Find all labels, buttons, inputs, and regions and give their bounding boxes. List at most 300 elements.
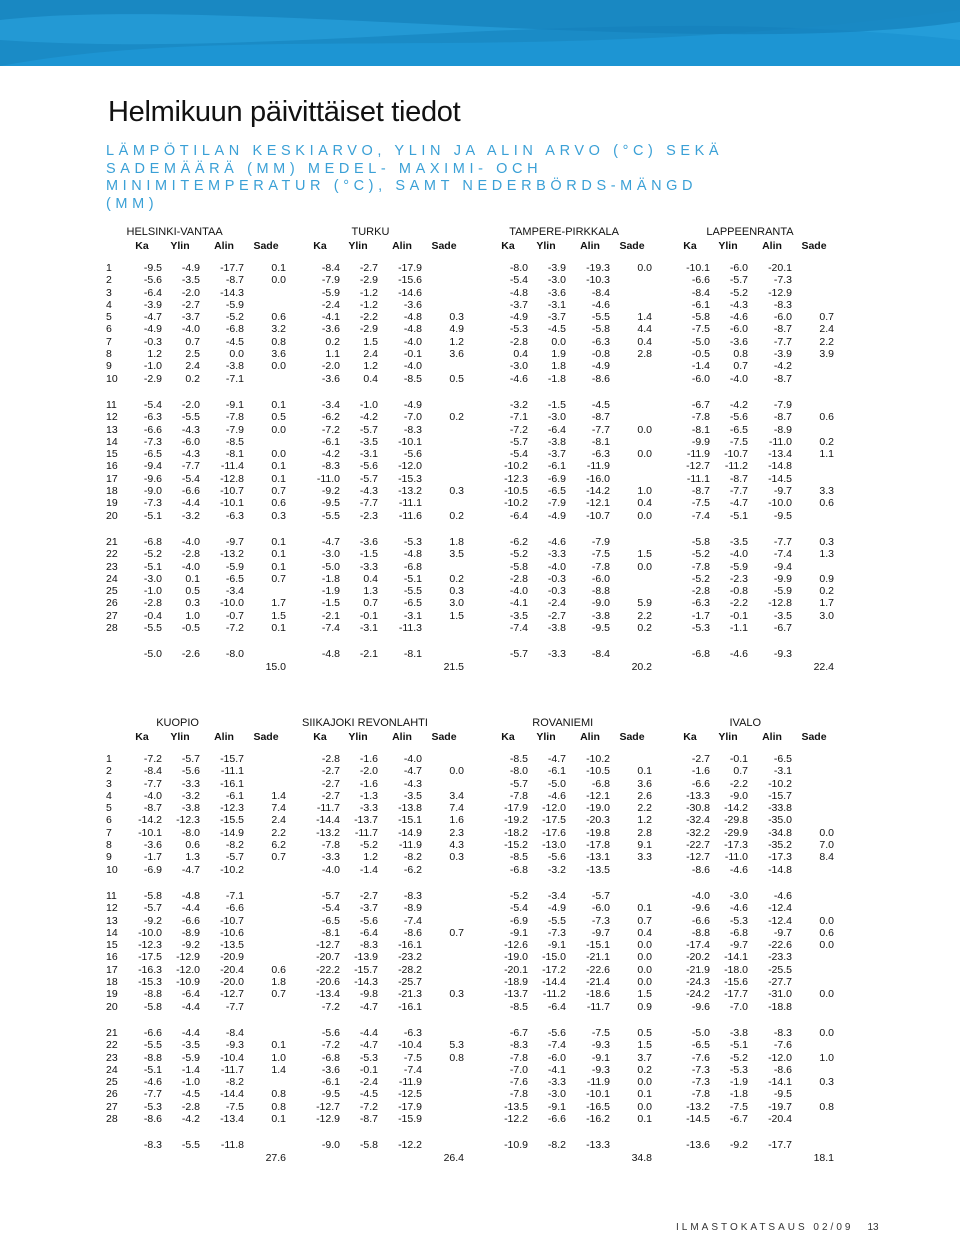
table-cell: -6.0: [773, 311, 792, 324]
table-cell: -15.0: [542, 951, 566, 964]
table-cell: 1.4: [271, 1063, 286, 1076]
table-row: [106, 473, 850, 485]
table-cell: -12.0: [768, 1051, 792, 1064]
table-cell: -29.8: [724, 814, 748, 827]
table-cell: -6.7: [509, 1026, 528, 1039]
table-cell: 1.3: [819, 548, 834, 561]
table-cell: -23.2: [398, 951, 422, 964]
table-cell: -4.9: [509, 311, 528, 324]
day-number: 1: [106, 753, 112, 765]
table-cell: -6.3: [591, 335, 610, 348]
table-row: [106, 802, 850, 814]
table-cell: -4.1: [321, 311, 340, 324]
table-cell: -3.5: [181, 274, 200, 287]
table-cell: 0.1: [637, 765, 652, 778]
column-header: Alin: [214, 731, 234, 743]
table-cell: -2.7: [359, 262, 378, 274]
table-cell: -17.7: [724, 988, 748, 1001]
column-header: Ka: [501, 240, 515, 252]
table-cell: 0.0: [637, 560, 652, 573]
table-cell: -12.3: [176, 814, 200, 827]
table-cell: -5.0: [691, 1026, 710, 1039]
day-number: 14: [106, 926, 118, 939]
table-cell: -7.2: [359, 1100, 378, 1113]
table-cell: -8.2: [403, 851, 422, 864]
table-cell: 0.1: [271, 460, 286, 473]
table-cell: -3.0: [547, 411, 566, 424]
table-cell: -3.5: [729, 535, 748, 548]
table-cell: -5.5: [143, 622, 162, 635]
table-cell: -3.5: [773, 609, 792, 622]
table-cell: -6.8: [403, 560, 422, 573]
day-number: 12: [106, 411, 118, 424]
table-row: [106, 939, 850, 951]
table-cell: -20.9: [220, 951, 244, 964]
table-cell: -3.0: [509, 360, 528, 373]
table-cell: -8.7: [143, 802, 162, 815]
table-row: [106, 585, 850, 597]
table-cell: -6.5: [547, 485, 566, 498]
table-cell: 0.4: [363, 572, 378, 585]
table-cell: -6.3: [691, 597, 710, 610]
table-row: [106, 336, 850, 348]
mean-cell: -9.0: [321, 1139, 340, 1152]
table-cell: -4.7: [143, 311, 162, 324]
table-cell: -3.6: [359, 535, 378, 548]
table-cell: -5.1: [403, 572, 422, 585]
table-cell: -0.3: [547, 572, 566, 585]
table-cell: -4.1: [509, 597, 528, 610]
table-cell: -6.1: [691, 298, 710, 311]
column-header: Alin: [762, 240, 782, 252]
table-cell: -13.1: [586, 851, 610, 864]
table-cell: -10.5: [504, 485, 528, 498]
row-gap: [106, 1125, 850, 1139]
table-cell: -3.3: [181, 777, 200, 790]
table-cell: -9.7: [773, 926, 792, 939]
table-cell: -7.8: [591, 560, 610, 573]
table-cell: -15.2: [504, 839, 528, 852]
table-cell: -5.7: [729, 274, 748, 287]
table-cell: -0.1: [729, 609, 748, 622]
table-cell: -2.0: [181, 398, 200, 411]
header-band: [0, 0, 960, 66]
table-cell: 1.5: [637, 988, 652, 1001]
column-header: Sade: [619, 240, 645, 252]
table-row: [106, 1064, 850, 1076]
table-cell: -4.6: [509, 372, 528, 385]
table-cell: 0.3: [449, 485, 464, 498]
table-cell: -4.0: [181, 323, 200, 336]
table-cell: -1.5: [547, 398, 566, 411]
table-cell: -7.2: [143, 753, 162, 765]
table-cell: 0.6: [185, 839, 200, 852]
table-cell: -14.8: [768, 460, 792, 473]
table-cell: -8.1: [225, 448, 244, 461]
table-cell: -7.5: [691, 497, 710, 510]
table-cell: -11.0: [768, 435, 792, 448]
table-cell: 7.4: [271, 802, 286, 815]
table-row: [106, 497, 850, 509]
table-cell: -16.0: [586, 472, 610, 485]
table-cell: -5.9: [729, 560, 748, 573]
table-cell: -10.4: [220, 1051, 244, 1064]
table-cell: 1.1: [819, 448, 834, 461]
table-cell: -6.0: [591, 572, 610, 585]
table-cell: -20.4: [768, 1113, 792, 1126]
table-row: [106, 348, 850, 360]
table-row: [106, 976, 850, 988]
table-cell: -7.6: [691, 1051, 710, 1064]
mean-cell: -13.6: [686, 1139, 710, 1152]
table-cell: 0.1: [637, 902, 652, 915]
table-cell: -17.4: [686, 939, 710, 952]
table-cell: -17.3: [724, 839, 748, 852]
mean-cell: -17.7: [768, 1139, 792, 1152]
table-cell: -5.3: [403, 535, 422, 548]
table-cell: -5.2: [729, 286, 748, 299]
table-row: [106, 311, 850, 323]
day-number: 9: [106, 851, 112, 864]
table-cell: -19.7: [768, 1100, 792, 1113]
table-cell: -2.7: [321, 789, 340, 802]
table-cell: -23.3: [768, 951, 792, 964]
table-cell: -5.7: [359, 472, 378, 485]
table-cell: 1.2: [363, 851, 378, 864]
table-row: [106, 411, 850, 423]
table-cell: -7.3: [773, 274, 792, 287]
table-cell: 2.2: [819, 335, 834, 348]
table-cell: -8.7: [773, 323, 792, 336]
table-row: [106, 460, 850, 472]
table-cell: 0.0: [271, 448, 286, 461]
table-cell: 0.8: [733, 348, 748, 361]
precip-sum-cell: 21.5: [443, 660, 464, 673]
day-number: 10: [106, 372, 118, 385]
table-cell: -3.0: [729, 889, 748, 902]
table-cell: -15.7: [768, 789, 792, 802]
table-cell: 2.6: [637, 789, 652, 802]
table-cell: -9.1: [591, 1051, 610, 1064]
table-cell: -3.8: [729, 1026, 748, 1039]
table-cell: -5.6: [359, 914, 378, 927]
table-cell: -4.4: [181, 1026, 200, 1039]
day-number: 14: [106, 435, 118, 448]
table-cell: 1.0: [819, 1051, 834, 1064]
table-cell: 3.4: [449, 789, 464, 802]
table-cell: -4.3: [181, 423, 200, 436]
table-cell: 0.0: [637, 1100, 652, 1113]
table-cell: -5.2: [691, 548, 710, 561]
table-cell: -11.6: [398, 509, 422, 522]
table-cell: -7.4: [403, 1063, 422, 1076]
table-cell: -7.8: [321, 839, 340, 852]
table-cell: -2.9: [143, 372, 162, 385]
table-cell: 0.6: [271, 497, 286, 510]
table-cell: -10.7: [724, 448, 748, 461]
table-cell: -12.0: [398, 460, 422, 473]
table-cell: -5.1: [729, 1039, 748, 1052]
day-number: 19: [106, 988, 118, 1001]
table-cell: -3.6: [321, 372, 340, 385]
column-header: Ylin: [718, 731, 738, 743]
table-cell: -3.8: [547, 622, 566, 635]
table-row: [106, 1088, 850, 1100]
table-cell: -3.3: [359, 802, 378, 815]
table-cell: 0.0: [819, 988, 834, 1001]
day-number: 1: [106, 262, 112, 274]
table-cell: -15.3: [138, 976, 162, 989]
day-number: 25: [106, 1076, 118, 1089]
table-cell: -4.5: [359, 1088, 378, 1101]
table-cell: 2.8: [637, 826, 652, 839]
table-cell: -0.1: [403, 348, 422, 361]
table-cell: -20.6: [316, 976, 340, 989]
table-cell: -9.1: [509, 926, 528, 939]
table-cell: -7.4: [321, 622, 340, 635]
table-cell: -12.3: [220, 802, 244, 815]
table-cell: -4.0: [729, 548, 748, 561]
column-header: Ka: [683, 240, 697, 252]
table-cell: -7.5: [729, 1100, 748, 1113]
table-cell: 0.0: [229, 348, 244, 361]
table-cell: 1.5: [363, 335, 378, 348]
table-cell: -9.3: [225, 1039, 244, 1052]
day-number: 11: [106, 398, 117, 411]
table-cell: -1.8: [547, 372, 566, 385]
table-cell: 0.5: [637, 1026, 652, 1039]
table-cell: 0.1: [271, 622, 286, 635]
table-cell: -8.5: [403, 372, 422, 385]
table-cell: -5.2: [509, 889, 528, 902]
table-cell: -1.0: [359, 398, 378, 411]
table-row: [106, 373, 850, 385]
table-cell: -2.2: [729, 597, 748, 610]
table-cell: 0.0: [271, 423, 286, 436]
precip-sum-cell: 27.6: [265, 1151, 286, 1164]
day-number: 4: [106, 789, 112, 802]
table-cell: -7.5: [729, 435, 748, 448]
table-cell: 0.2: [449, 572, 464, 585]
table-cell: -9.2: [143, 914, 162, 927]
table-cell: 0.2: [637, 1063, 652, 1076]
column-header: Ylin: [718, 240, 738, 252]
table-cell: -5.1: [729, 509, 748, 522]
table-cell: -3.1: [403, 609, 422, 622]
table-row: [106, 1076, 850, 1088]
table-cell: 3.0: [449, 597, 464, 610]
table-cell: 0.1: [271, 472, 286, 485]
table-cell: -3.1: [773, 765, 792, 778]
table-cell: -0.1: [359, 609, 378, 622]
table-cell: 3.6: [449, 348, 464, 361]
table-cell: -8.5: [509, 851, 528, 864]
table-cell: -8.7: [225, 274, 244, 287]
table-cell: -5.6: [359, 460, 378, 473]
table-cell: -7.3: [143, 497, 162, 510]
table-cell: -6.6: [225, 902, 244, 915]
table-cell: -4.6: [773, 889, 792, 902]
table-cell: -4.3: [729, 298, 748, 311]
table-cell: 0.3: [185, 597, 200, 610]
table-cell: 0.0: [551, 335, 566, 348]
table-cell: -3.0: [547, 1088, 566, 1101]
table-cell: -4.6: [729, 311, 748, 324]
table-cell: 0.9: [637, 1000, 652, 1013]
table-cell: -12.8: [768, 597, 792, 610]
table-cell: -8.5: [509, 1000, 528, 1013]
day-number: 26: [106, 597, 118, 610]
table-row: [106, 485, 850, 497]
table-cell: -12.0: [542, 802, 566, 815]
table-row: [106, 274, 850, 286]
table-cell: 0.0: [449, 765, 464, 778]
table-cell: 0.1: [185, 572, 200, 585]
table-cell: -14.1: [724, 951, 748, 964]
table-cell: 1.6: [449, 814, 464, 827]
station-name: LAPPEENRANTA: [706, 226, 794, 238]
day-number: 16: [106, 951, 118, 964]
table-cell: -6.8: [225, 323, 244, 336]
day-number: 8: [106, 348, 112, 361]
table-cell: -15.3: [398, 472, 422, 485]
table-cell: 1.5: [637, 1039, 652, 1052]
day-number: 17: [106, 963, 118, 976]
table-cell: -8.7: [773, 411, 792, 424]
table-cell: 1.2: [449, 335, 464, 348]
table-cell: 0.7: [363, 597, 378, 610]
table-cell: -10.2: [504, 497, 528, 510]
table-cell: -3.6: [547, 286, 566, 299]
table-cell: 0.2: [449, 509, 464, 522]
table-cell: 0.4: [363, 372, 378, 385]
table-cell: -4.0: [403, 360, 422, 373]
table-cell: -7.3: [691, 1063, 710, 1076]
table-cell: 3.3: [637, 851, 652, 864]
table-cell: -5.3: [729, 914, 748, 927]
table-cell: 1.4: [637, 311, 652, 324]
table-cell: -10.7: [220, 485, 244, 498]
table-cell: -6.1: [225, 789, 244, 802]
table-cell: -10.2: [504, 460, 528, 473]
table-cell: -14.4: [542, 976, 566, 989]
table-cell: -8.1: [321, 926, 340, 939]
table-cell: 1.5: [449, 609, 464, 622]
table-cell: -13.5: [504, 1100, 528, 1113]
table-cell: 3.3: [819, 485, 834, 498]
mean-cell: -12.2: [398, 1139, 422, 1152]
table-cell: -5.0: [691, 335, 710, 348]
mean-cell: -8.2: [547, 1139, 566, 1152]
spacer: [106, 254, 850, 262]
table-cell: -5.1: [143, 1063, 162, 1076]
table-cell: -4.0: [729, 372, 748, 385]
table-cell: -0.3: [547, 585, 566, 598]
table-cell: -4.7: [359, 1000, 378, 1013]
table-cell: -5.5: [181, 411, 200, 424]
day-number: 20: [106, 1000, 118, 1013]
table-row: [106, 1052, 850, 1064]
table-cell: -10.9: [176, 976, 200, 989]
table-cell: -12.3: [504, 472, 528, 485]
table-cell: 0.0: [637, 262, 652, 274]
table-cell: -4.8: [403, 548, 422, 561]
table-cell: 0.5: [271, 411, 286, 424]
table-cell: -20.2: [686, 951, 710, 964]
table-cell: -13.5: [586, 863, 610, 876]
page-subtitle: LÄMPÖTILAN KESKIARVO, YLIN JA ALIN ARVO (°C) SEKÄ SADEMÄÄRÄ (MM) MEDEL- MAXIMI- OCH MINIMITEMPERATUR (°C), SAMT NEDERBÖRDS-MÄNGD (MM): [106, 143, 724, 212]
table-cell: -8.7: [359, 1113, 378, 1126]
table-cell: -8.8: [143, 988, 162, 1001]
table-cell: -6.3: [591, 448, 610, 461]
table-cell: -2.0: [181, 286, 200, 299]
table-cell: -2.1: [321, 609, 340, 622]
table-cell: -3.5: [181, 1039, 200, 1052]
table-cell: 8.4: [819, 851, 834, 864]
table-cell: -2.0: [321, 360, 340, 373]
table-cell: -7.7: [143, 777, 162, 790]
table-cell: -10.0: [138, 926, 162, 939]
table-cell: -6.2: [321, 411, 340, 424]
table-cell: -17.6: [542, 826, 566, 839]
table-cell: 2.4: [363, 348, 378, 361]
table-cell: 1.0: [637, 485, 652, 498]
table-cell: -13.2: [398, 485, 422, 498]
table-cell: -5.3: [729, 1063, 748, 1076]
table-cell: -9.1: [547, 1100, 566, 1113]
station-name: TURKU: [351, 226, 390, 238]
table-cell: -8.9: [181, 926, 200, 939]
table-cell: 1.3: [185, 851, 200, 864]
table-row: [106, 951, 850, 963]
table-cell: -6.8: [509, 863, 528, 876]
table-cell: 0.5: [185, 585, 200, 598]
table-cell: -2.3: [359, 509, 378, 522]
table-row: [106, 1027, 850, 1039]
column-header: Sade: [431, 240, 457, 252]
table-cell: -11.1: [398, 497, 422, 510]
table-cell: -6.3: [143, 411, 162, 424]
table-cell: -5.9: [321, 286, 340, 299]
station-name: ROVANIEMI: [532, 717, 594, 729]
table-row: [106, 988, 850, 1000]
table-cell: -13.2: [686, 1100, 710, 1113]
table-cell: -6.6: [691, 274, 710, 287]
table-cell: -5.8: [691, 535, 710, 548]
table-cell: -6.8: [321, 1051, 340, 1064]
table-cell: -11.9: [398, 1076, 422, 1089]
table-cell: -13.4: [316, 988, 340, 1001]
table-cell: -0.3: [143, 335, 162, 348]
table-cell: 0.6: [271, 963, 286, 976]
table-cell: -1.7: [143, 851, 162, 864]
table-row: [106, 399, 850, 411]
table-cell: 0.0: [637, 1076, 652, 1089]
table-cell: -10.0: [768, 497, 792, 510]
table-cell: -15.6: [724, 976, 748, 989]
table-cell: -7.4: [509, 622, 528, 635]
table-cell: -19.8: [586, 826, 610, 839]
table-cell: -13.2: [220, 548, 244, 561]
table-cell: -3.6: [321, 323, 340, 336]
table-cell: 0.6: [819, 497, 834, 510]
table-cell: -34.8: [768, 826, 792, 839]
table-cell: -12.7: [220, 988, 244, 1001]
table-cell: -2.2: [359, 311, 378, 324]
table-cell: -5.4: [509, 274, 528, 287]
table-cell: -20.1: [504, 963, 528, 976]
table-cell: -4.0: [143, 789, 162, 802]
